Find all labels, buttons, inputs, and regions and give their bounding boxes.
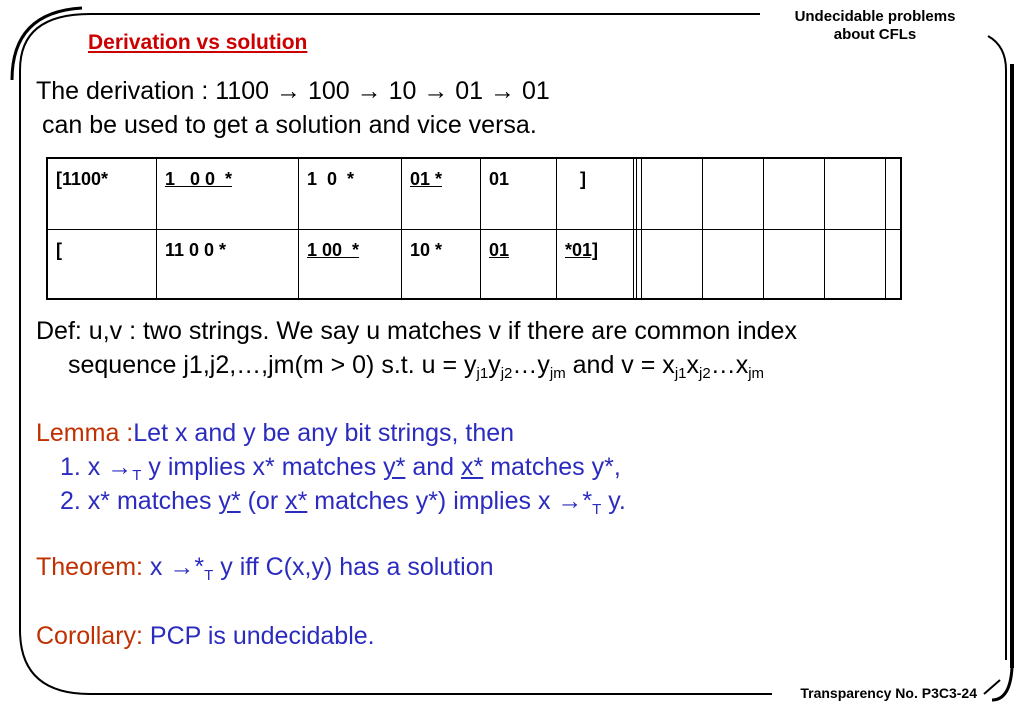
table-cell (703, 158, 764, 230)
table-cell: 11 0 0 * (157, 230, 299, 300)
subscript: j1 (674, 365, 687, 382)
arrow-icon: → (275, 77, 301, 105)
subscript: j1 (476, 365, 489, 382)
table-cell: 01 * (402, 158, 481, 230)
table-row (47, 230, 901, 300)
derivation-step: 10 (388, 77, 417, 105)
slide-title: Derivation vs solution (88, 31, 308, 54)
definition-line1: Def: u,v : two strings. We say u matches v if there are common index (36, 317, 797, 345)
subscript: j2 (699, 365, 711, 382)
derivation-line1 (36, 74, 550, 108)
footer-transparency-number: Transparency No. P3C3-24 (800, 685, 977, 701)
lemma-text: x* (461, 453, 484, 481)
table-cell: 01 (481, 230, 557, 300)
header-title-line1: Undecidable problems (794, 8, 956, 25)
table-cell: 01 (481, 158, 557, 230)
corollary-block (36, 619, 375, 653)
subscript: T (592, 501, 602, 518)
derivation-block (36, 74, 550, 142)
header-title-line2: about CFLs (833, 26, 917, 43)
lemma-text: * (582, 487, 593, 515)
lemma-item-2 (36, 484, 626, 518)
table-cell: [ (47, 230, 157, 300)
table-cell (703, 230, 764, 300)
definition-text: y (488, 351, 501, 379)
header-title (775, 8, 975, 44)
table-cell (886, 230, 902, 300)
derivation-table (46, 157, 902, 300)
arrow-icon: → (557, 487, 583, 515)
table-cell: 10 * (402, 230, 481, 300)
definition-text: sequence j1,j2,…,jm(m > 0) s.t. u = y (68, 351, 477, 379)
lemma-text: and (405, 453, 462, 481)
derivation-step: 1100 (215, 77, 270, 105)
derivation-line2: can be used to get a solution and vice versa. (42, 111, 537, 139)
definition-text: and v = x (565, 351, 675, 379)
theorem-text: * (194, 553, 205, 581)
lemma-text: matches y*, (483, 453, 621, 481)
arrow-icon: → (423, 77, 449, 105)
theorem-label: Theorem: (36, 553, 143, 581)
table-cell: 1 0 0 * (157, 158, 299, 230)
definition-text: x (686, 351, 699, 379)
table-cell (642, 230, 703, 300)
lemma-text: matches y*) implies x (307, 487, 558, 515)
definition-line2 (36, 348, 797, 382)
lemma-text: (or (240, 487, 286, 515)
table-cell: 1 0 * (299, 158, 402, 230)
table-cell (764, 230, 825, 300)
lemma-intro: Let x and y be any bit strings, then (133, 419, 515, 447)
lemma-line (36, 416, 626, 450)
definition-text: … (710, 351, 736, 379)
subscript: T (204, 567, 214, 584)
derivation-step: 01 (455, 77, 484, 105)
corollary-label: Corollary: (36, 622, 143, 650)
derivation-step: 100 (307, 77, 350, 105)
table-cell (642, 158, 703, 230)
table-cell (886, 158, 902, 230)
lemma-text: y* (218, 487, 241, 515)
lemma-text: 2. x* matches (60, 487, 219, 515)
definition-text: x (735, 351, 749, 379)
arrow-icon: → (169, 553, 195, 581)
lemma-text: y implies x* matches (141, 453, 384, 481)
subscript: jm (748, 365, 765, 382)
subscript: j2 (500, 365, 513, 382)
table-cell: 1 00 * (299, 230, 402, 300)
subscript: jm (549, 365, 566, 382)
lemma-text: y. (601, 487, 626, 515)
subscript: T (132, 467, 142, 484)
theorem-block (36, 550, 494, 584)
derivation-prefix: The derivation : (36, 77, 216, 105)
table-cell (825, 158, 886, 230)
lemma-text: y* (383, 453, 406, 481)
definition-text: y (537, 351, 550, 379)
table-cell: [1100* (47, 158, 157, 230)
theorem-text: y iff C(x,y) has a solution (213, 553, 494, 581)
arrow-icon: → (490, 77, 516, 105)
lemma-text: x* (285, 487, 308, 515)
lemma-text: 1. x (60, 453, 108, 481)
theorem-text: x (142, 553, 170, 581)
corollary-text: PCP is undecidable. (142, 622, 375, 650)
arrow-icon: → (356, 77, 382, 105)
definition-block (36, 314, 797, 382)
table-cell: *01] (557, 230, 634, 300)
lemma-block (36, 416, 626, 518)
table-row (47, 158, 901, 230)
arrow-icon: → (107, 453, 133, 481)
definition-text: … (512, 351, 538, 379)
derivation-step: 01 (522, 77, 550, 105)
lemma-item-1 (36, 450, 626, 484)
table-cell: ] (557, 158, 634, 230)
lemma-label: Lemma : (36, 419, 134, 447)
table-cell (825, 230, 886, 300)
table-cell (764, 158, 825, 230)
